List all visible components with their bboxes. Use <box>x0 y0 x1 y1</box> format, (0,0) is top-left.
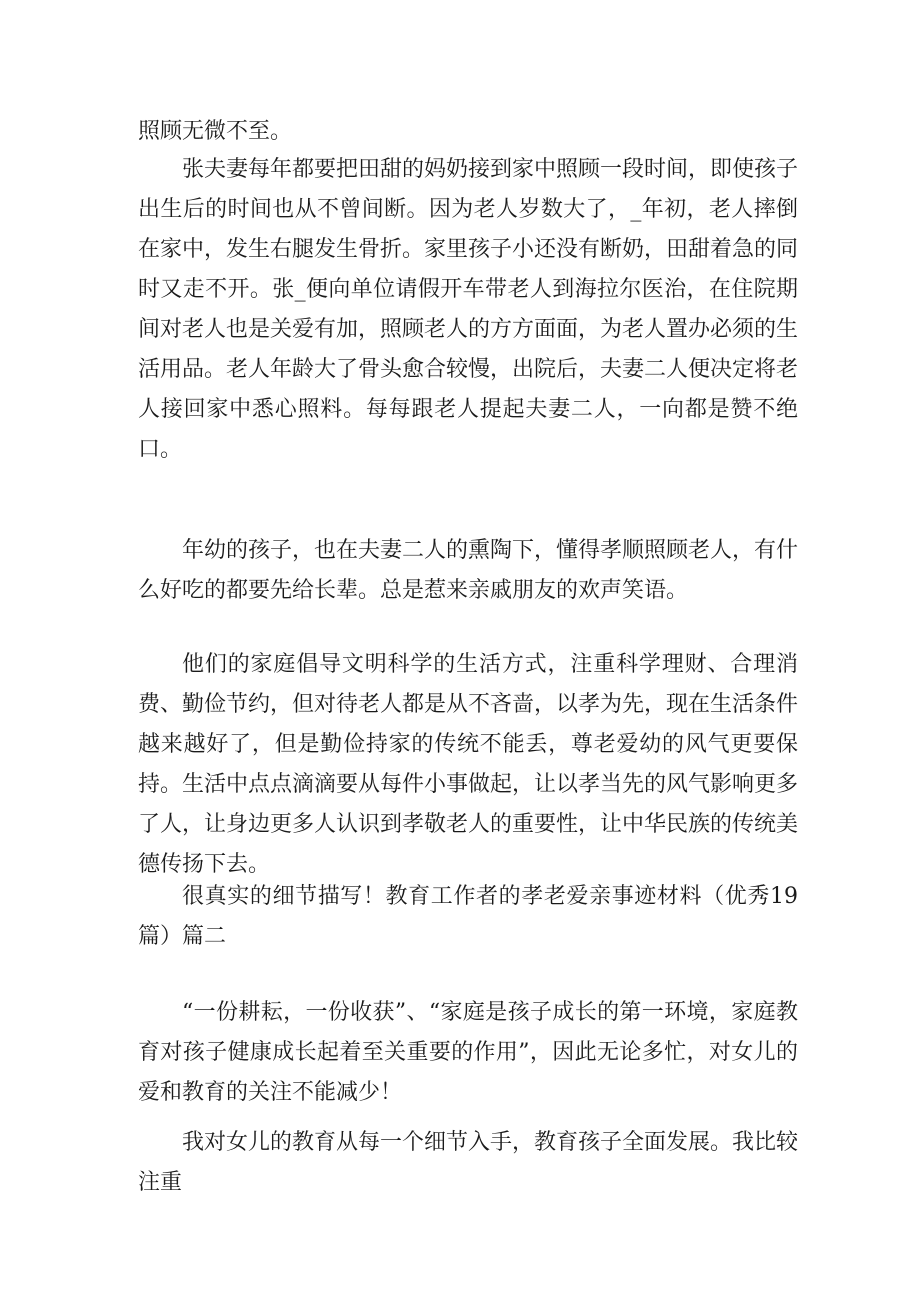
paragraph-2: 张夫妻每年都要把田甜的妈奶接到家中照顾一段时间，即使孩子出生后的时间也从不曾间断。因为老人岁数大了，_年初，老人摔倒在家中，发生右腿发生骨折。家里孩子小还没有断奶，田甜着急的同时又走不开。张_便向单位请假开车带老人到海拉尔医治，在住院期间对老人也是关爱有加，照顾老人的方方面面，为老人置办必须的生活用品。老人年龄大了骨头愈合较慢，出院后，夫妻二人便决定将老人接回家中悉心照料。每每跟老人提起夫妻二人，一向都是赞不绝口。 <box>138 157 799 462</box>
paragraph-3: 年幼的孩子，也在夫妻二人的熏陶下，懂得孝顺照顾老人，有什么好吃的都要先给长辈。总是惹来亲戚朋友的欢声笑语。 <box>138 538 799 603</box>
paragraph-6: 我对女儿的教育从每一个细节入手，教育孩子全面发展。我比较注重 <box>138 1130 799 1195</box>
paragraph-4: 他们的家庭倡导文明科学的生活方式，注重科学理财、合理消费、勤俭节约，但对待老人都是从不吝啬，以孝为先，现在生活条件越来越好了，但是勤俭持家的传统不能丢，尊老爱幼的风气更要保持。生活中点点滴滴要从每件小事做起，让以孝当先的风气影响更多了人，让身边更多人认识到孝敬老人的重要性，让中华民族的传统美德传扬下去。 <box>138 652 799 877</box>
section-heading: 很真实的细节描写！教育工作者的孝老爱亲事迹材料（优秀19篇）篇二 <box>138 884 798 949</box>
paragraph-5: “一份耕耘，一份收获”、“家庭是孩子成长的第一环境，家庭教育对孩子健康成长起着至关重要的作用”，因此无论多忙，对女儿的爱和教育的关注不能减少！ <box>138 1000 798 1105</box>
paragraph-1: 照顾无微不至。 <box>138 119 293 144</box>
